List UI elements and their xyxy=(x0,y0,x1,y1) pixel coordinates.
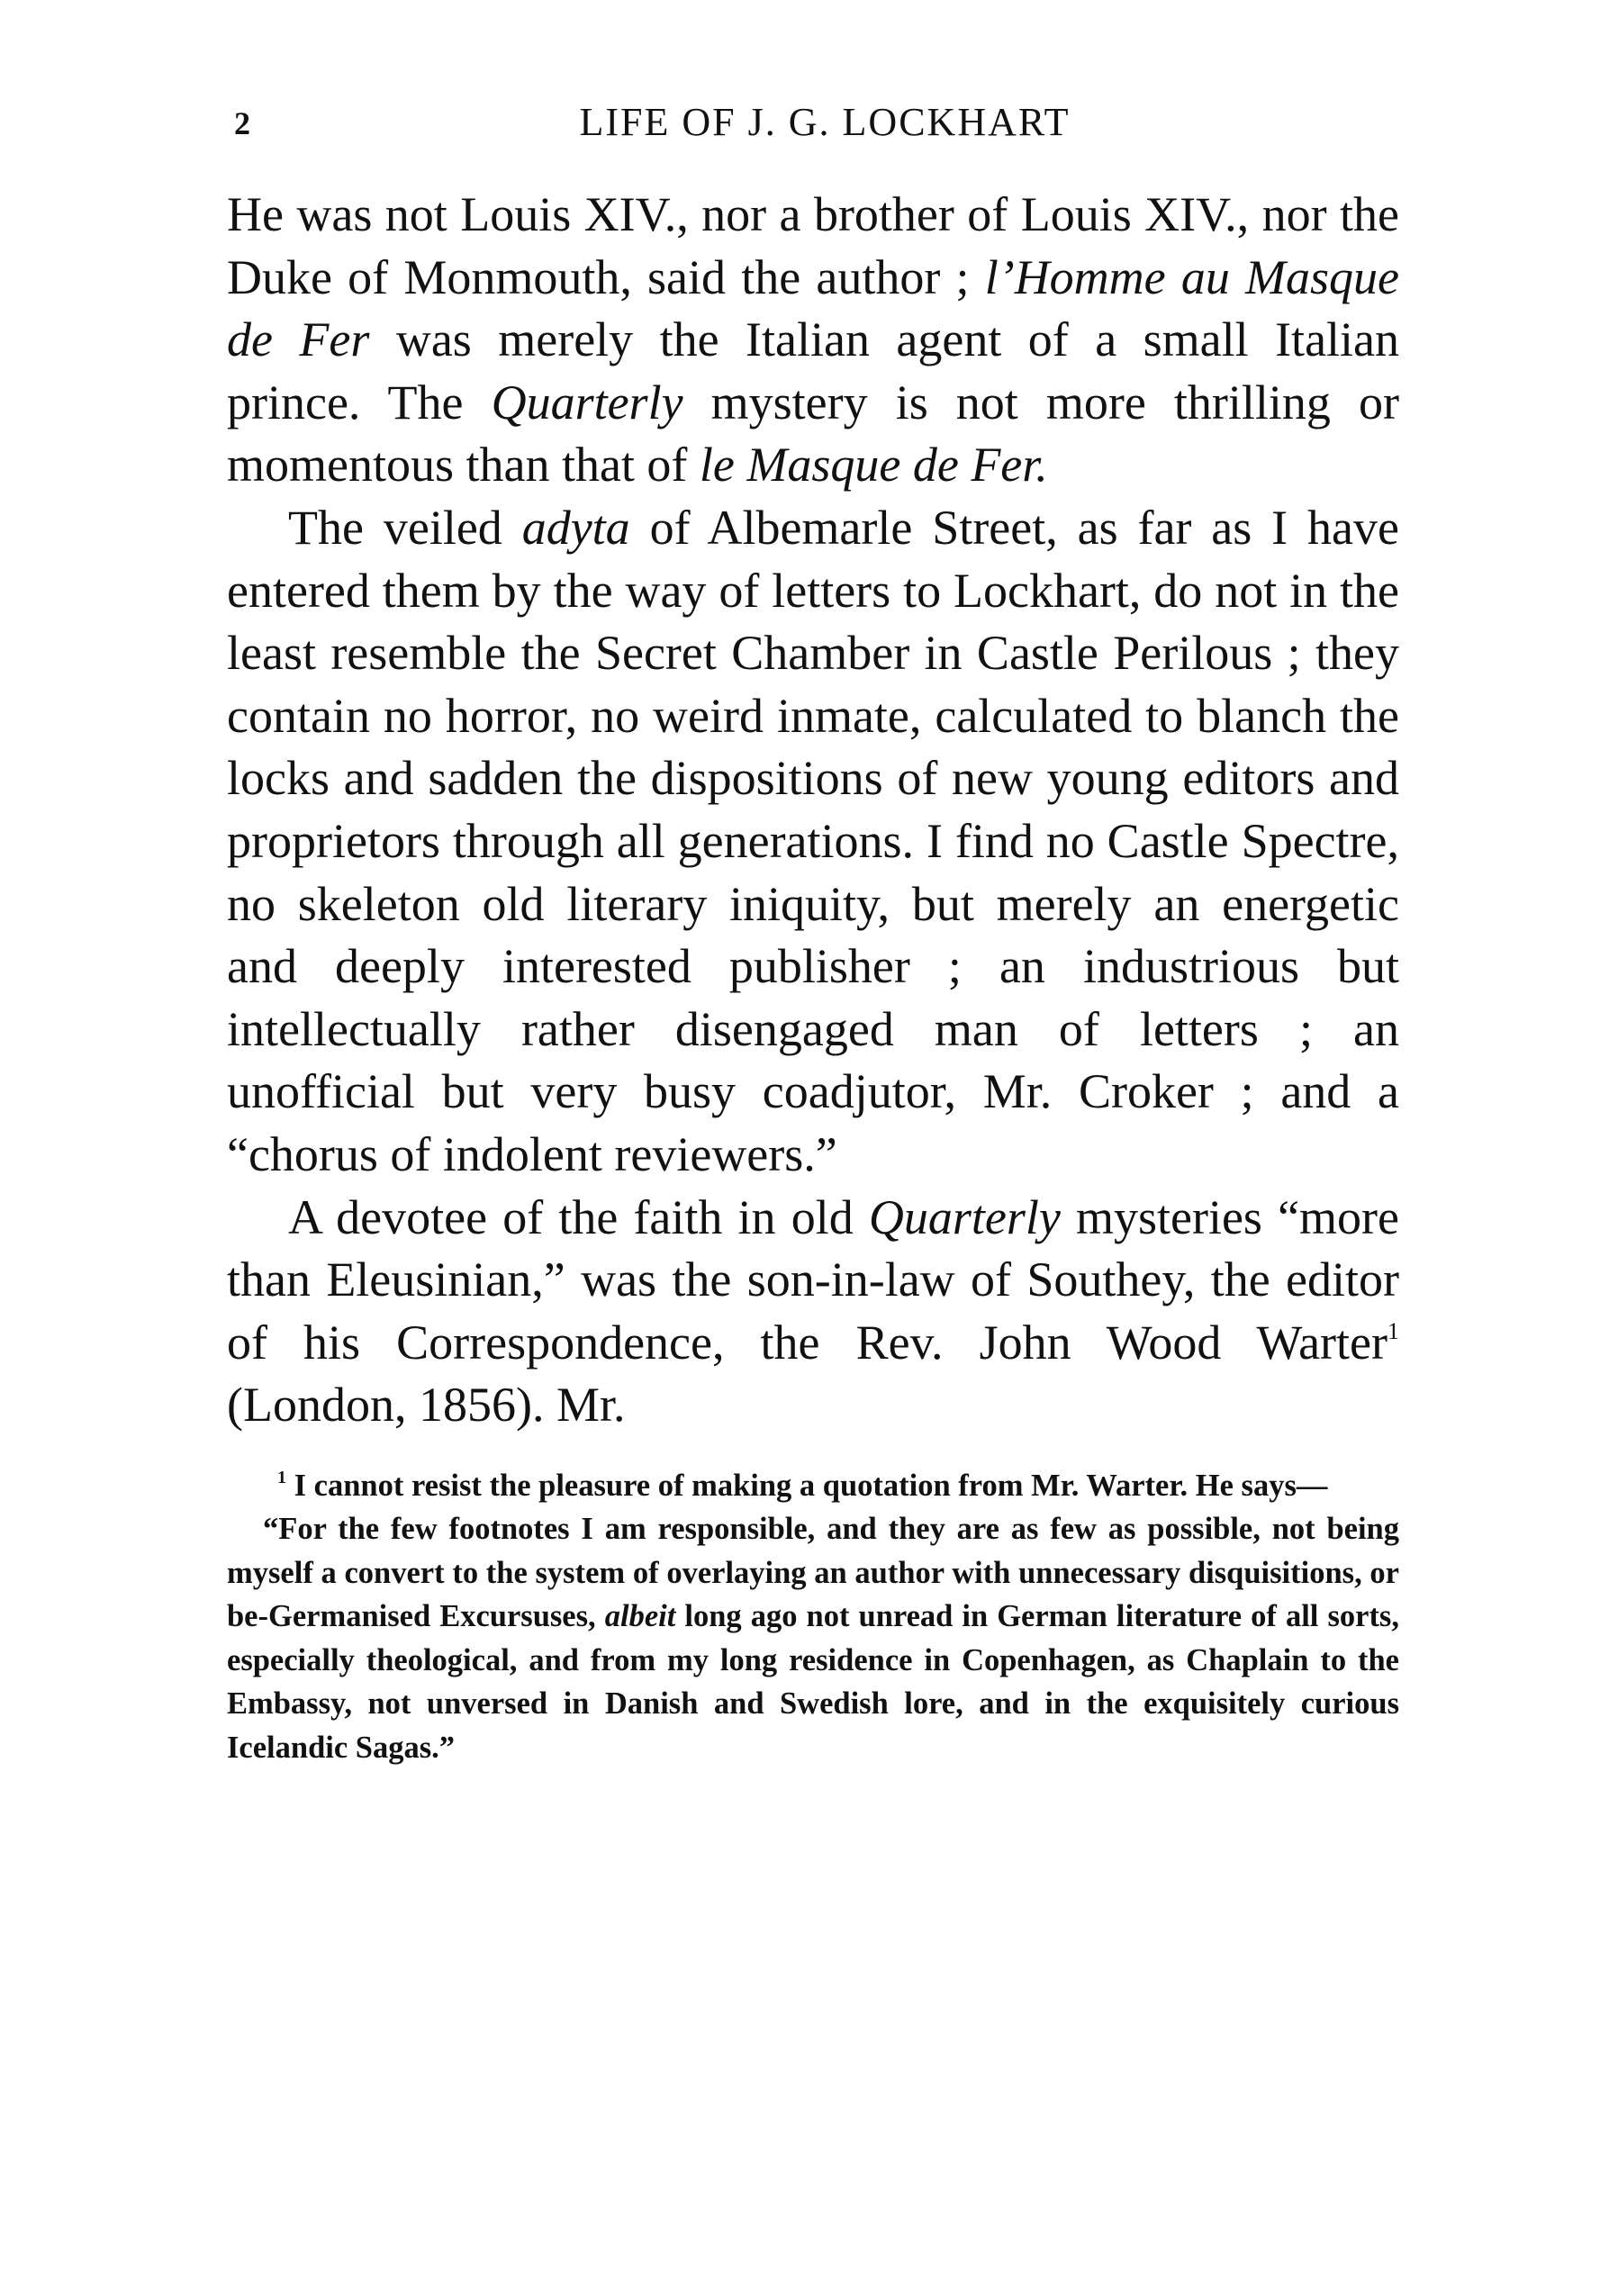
running-title: LIFE OF J. G. LOCKHART xyxy=(579,100,1071,144)
footnotes xyxy=(227,1464,1399,1770)
text-run: long ago not unread in German literature of all sorts, especially theological, and from my long residence in Copenhagen, as Chaplain to the Embassy, not unversed in Danish and Swedish lore, and in the exquisitely curious Icelandic Sagas.” xyxy=(227,1599,1399,1765)
text-run: I cannot resist the pleasure of making a quotation from Mr. Warter. He says— xyxy=(286,1468,1328,1503)
footnote-marker: 1 xyxy=(1388,1317,1399,1344)
body-text xyxy=(227,184,1399,1437)
text-run: was merely the Italian agent of a small Italian prince. The xyxy=(227,312,1400,429)
text-run: of Albemarle Street, as far as I have entered them by the way of letters to Lockhart, do not in the least resemble the Secret Chamber in Castle Perilous ; they contain no horror, no weird inmate, calculated to blanch the locks and sadden the dispositions of new young editors and proprietors through all generations. I find no Castle Spectre, no skeleton old literary iniquity, but merely an energetic and deeply interested publisher ; an industrious but intellectually rather disengaged man of letters ; an unofficial but very busy coadjutor, Mr. Croker ; and a “chorus of indolent reviewers.” xyxy=(227,500,1399,1181)
book-page xyxy=(227,99,1399,1769)
footnote-marker: 1 xyxy=(277,1467,286,1487)
text-run: mysteries “more than Eleusinian,” was the son-in-law of Southey, the editor of his Correspondence, the Rev. John Wood Warter xyxy=(227,1189,1399,1369)
text-run: (London, 1856). Mr. xyxy=(227,1378,626,1433)
text-run: The veiled xyxy=(288,500,522,555)
running-head xyxy=(227,99,1399,157)
text-run: “For the few footnotes I am responsible, and they are as few as possible, not being myself a convert to the system of overlaying an author with unnecessary disquisitions, or be-Germanised Excursuses, xyxy=(227,1512,1399,1634)
italic-text: l’Homme au Masque de Fer xyxy=(227,249,1399,367)
paragraph xyxy=(227,184,1399,497)
italic-text: albeit xyxy=(604,1599,676,1634)
paragraph xyxy=(227,1187,1399,1437)
paragraph xyxy=(227,497,1399,1187)
footnote xyxy=(227,1464,1399,1508)
text-run: A devotee of the faith in old xyxy=(288,1189,869,1244)
italic-text: Quarterly xyxy=(868,1189,1061,1244)
footnote-quote xyxy=(227,1507,1399,1769)
italic-text: le Masque de Fer. xyxy=(699,438,1048,493)
text-run: mystery is not more thrilling or momentous than that of xyxy=(227,375,1399,493)
italic-text: Quarterly xyxy=(491,375,683,429)
text-run: He was not Louis XIV., nor a brother of Louis XIV., nor the Duke of Monmouth, said the author ; xyxy=(227,187,1399,304)
italic-text: adyta xyxy=(521,500,630,555)
page-number: 2 xyxy=(234,105,250,141)
